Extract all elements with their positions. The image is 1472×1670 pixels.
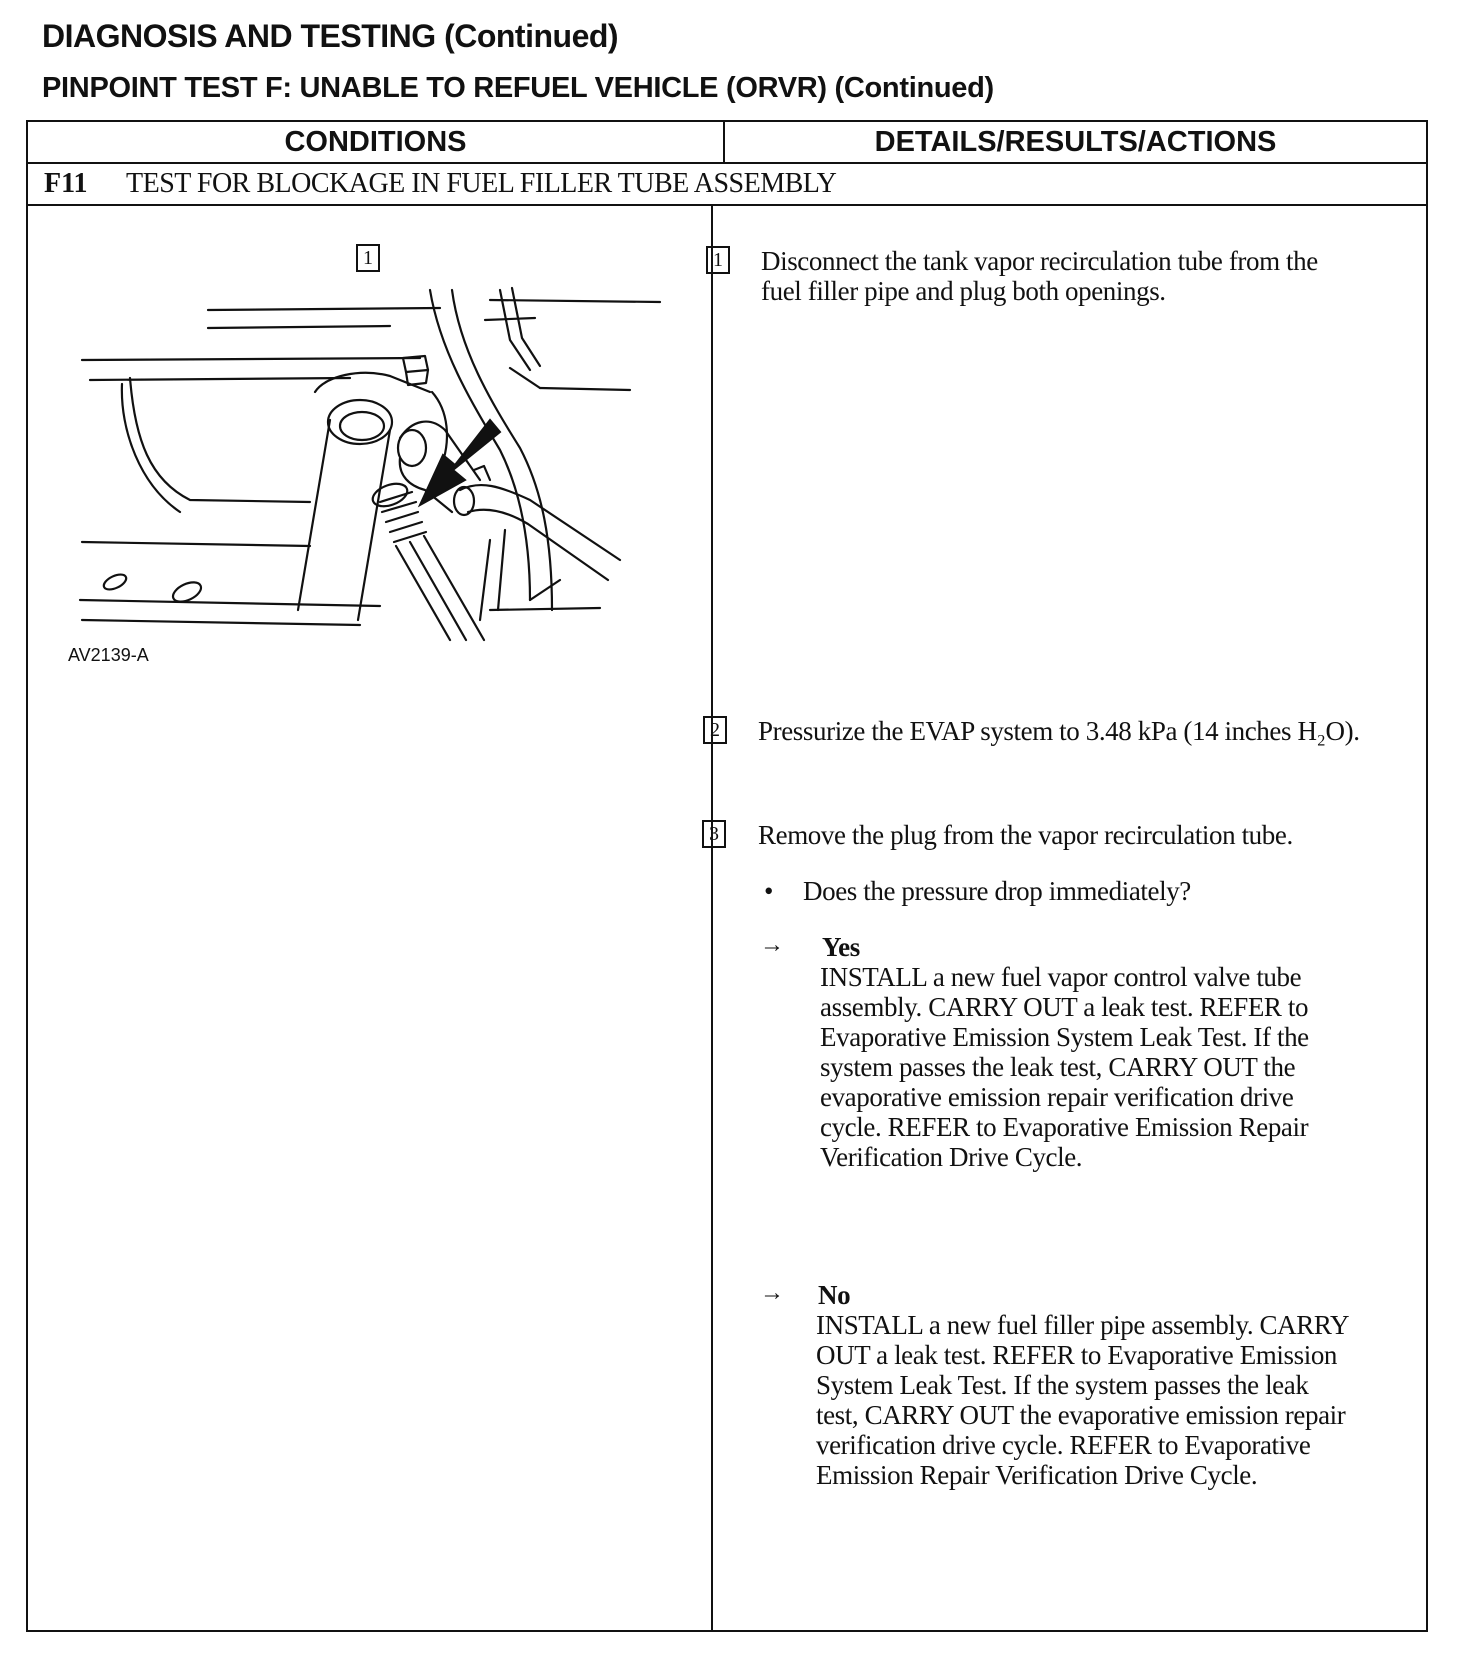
column-divider: [711, 206, 713, 1630]
details-header: DETAILS/RESULTS/ACTIONS: [874, 125, 1277, 158]
figure-callout-box: 1: [356, 244, 380, 272]
step-1-box: 1: [706, 246, 730, 274]
no-label: No: [818, 1280, 851, 1310]
step-2-text: Pressurize the EVAP system to 3.48 kPa (14 inches H₂O).: [758, 716, 1360, 746]
step-1-text: Disconnect the tank vapor recirculation tube from the fuel filler pipe and plug both openings.: [761, 246, 1318, 306]
conditions-header: CONDITIONS: [28, 122, 725, 162]
test-title: PINPOINT TEST F: UNABLE TO REFUEL VEHICLE (ORVR) (Continued): [42, 72, 994, 104]
yes-label: Yes: [822, 932, 860, 962]
yes-text: INSTALL a new fuel vapor control valve tube assembly. CARRY OUT a leak test. REFER to Evaporative Emission System Leak Test. If the system passes the leak test, CARRY OUT the evaporative emission repair verification drive cycle. REFER to Evaporative Emission Repair Verification Drive Cycle.: [820, 962, 1309, 1172]
question-text: Does the pressure drop immediately?: [803, 876, 1191, 906]
figure-label: AV2139-A: [68, 645, 149, 665]
step-3-text: Remove the plug from the vapor recirculation tube.: [758, 820, 1293, 850]
section-title: DIAGNOSIS AND TESTING (Continued): [42, 18, 619, 54]
no-text: INSTALL a new fuel filler pipe assembly. CARRY OUT a leak test. REFER to Evaporative Emission System Leak Test. If the system passes the leak test, CARRY OUT the evaporative emission repair verification drive cycle. REFER to Evaporative Emission Repair Verification Drive Cycle.: [816, 1310, 1349, 1490]
no-arrow-icon: →: [760, 1280, 784, 1306]
table-header-row: [28, 122, 1426, 164]
step-3-box: 3: [702, 820, 726, 848]
step-title-row: [28, 164, 1426, 206]
step-2-box: 2: [703, 716, 727, 744]
yes-arrow-icon: →: [760, 932, 784, 958]
step-code: F11: [44, 168, 88, 199]
step-title: TEST FOR BLOCKAGE IN FUEL FILLER TUBE ASSEMBLY: [126, 168, 837, 199]
question-bullet: •: [764, 876, 774, 906]
fuel-filler-illustration: [60, 280, 680, 690]
